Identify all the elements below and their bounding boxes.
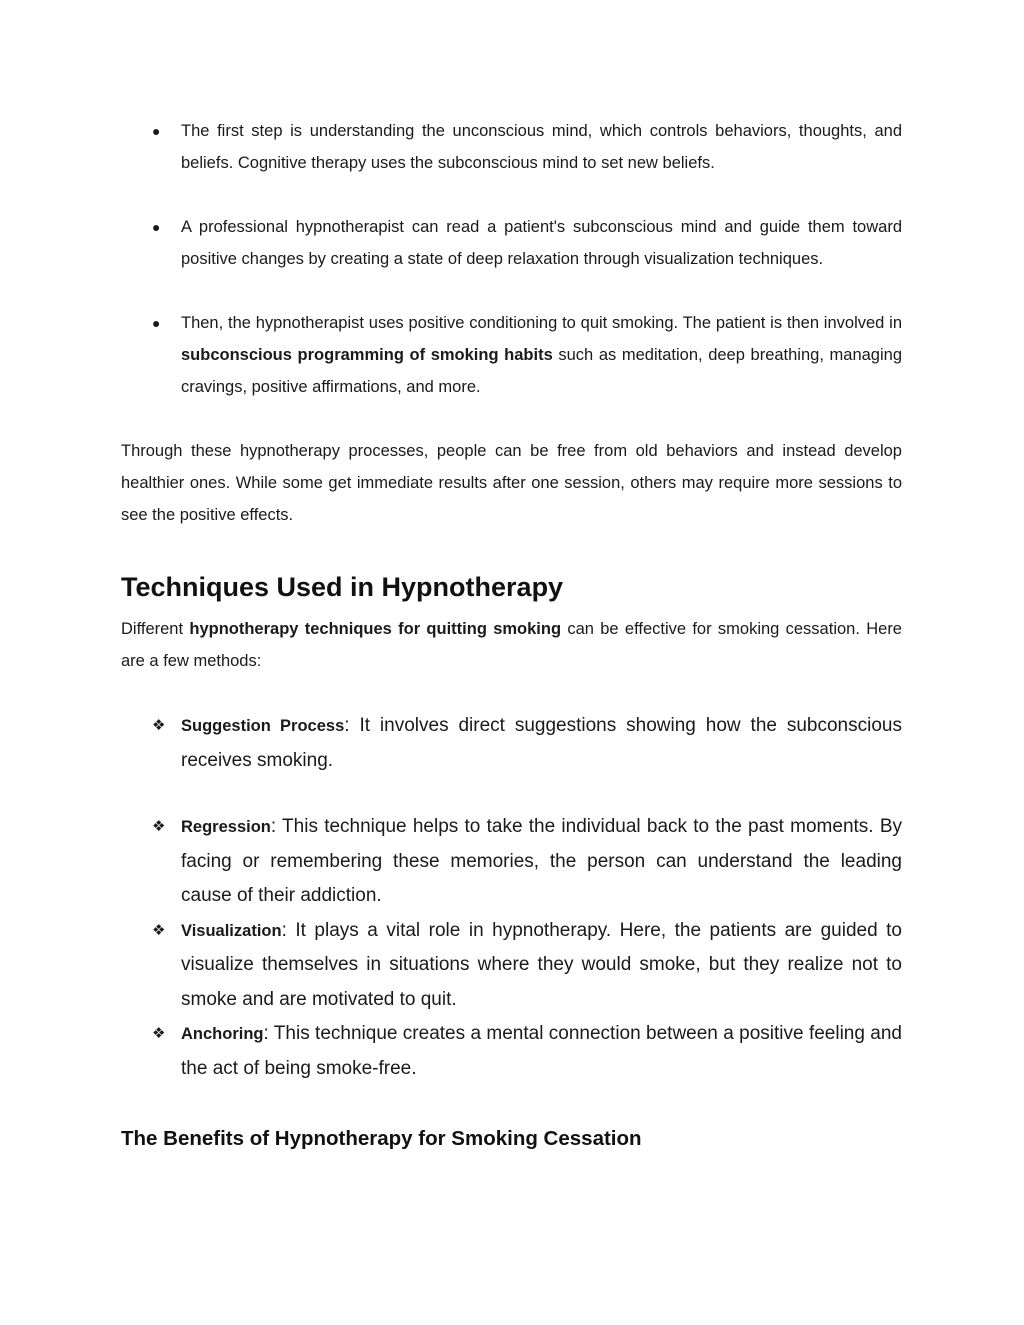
summary-paragraph: Through these hypnotherapy processes, people can be free from old behaviors and instead develop healthier ones. While some get immediate results after one session, others may require more sessions to see the positive effects. xyxy=(121,442,902,524)
bullet-dot-icon: ● xyxy=(152,123,161,139)
diamond-bullet-icon: ❖ xyxy=(152,717,166,734)
technique-item-visualization xyxy=(121,914,902,1018)
techniques-heading: Techniques Used in Hypnotherapy xyxy=(121,572,564,602)
bullet-text-before: Then, the hypnotherapist uses positive conditioning to quit smoking. The patient is then involved in xyxy=(181,314,902,332)
benefits-heading: The Benefits of Hypnotherapy for Smoking Cessation xyxy=(121,1127,642,1150)
technique-description: : It plays a vital role in hypnotherapy. Here, the patients are guided to visualize themselves in situations where they would smoke, but they realize not to smoke and are motivated to quit. xyxy=(181,919,902,1010)
list-item xyxy=(121,115,902,179)
technique-item-regression xyxy=(121,810,902,914)
intro-text-after: can be effective for smoking cessation. Here are a few methods: xyxy=(121,620,902,670)
technique-description: : This technique helps to take the individual back to the past moments. By facing or remembering these memories, the person can understand the leading cause of their addiction. xyxy=(181,816,902,906)
technique-item-anchoring xyxy=(121,1017,902,1086)
technique-term: Regression xyxy=(181,818,271,836)
diamond-bullet-icon: ❖ xyxy=(152,1025,166,1042)
technique-term: Visualization xyxy=(181,921,282,940)
technique-description: : This technique creates a mental connection between a positive feeling and the act of being smoke-free. xyxy=(181,1023,902,1079)
process-bullet-list xyxy=(121,115,902,403)
technique-description: : It involves direct suggestions showing how the subconscious receives smoking. xyxy=(181,715,902,771)
diamond-bullet-icon: ❖ xyxy=(152,818,166,835)
list-item xyxy=(121,211,902,275)
technique-item-suggestion xyxy=(121,709,902,778)
intro-text-before: Different xyxy=(121,620,190,638)
techniques-list xyxy=(121,709,902,1086)
diamond-bullet-icon: ❖ xyxy=(152,921,166,939)
bullet-dot-icon: ● xyxy=(152,315,161,331)
bullet-dot-icon: ● xyxy=(152,219,161,235)
techniques-intro xyxy=(121,613,902,677)
technique-term: Suggestion Process xyxy=(181,717,345,735)
bullet-text: The first step is understanding the unconscious mind, which controls behaviors, thoughts, and beliefs. Cognitive therapy uses the subconscious mind to set new beliefs. xyxy=(181,122,902,172)
technique-term: Anchoring xyxy=(181,1025,264,1043)
document-content xyxy=(121,115,902,1154)
bullet-text-after: such as meditation, deep breathing, managing cravings, positive affirmations, and more. xyxy=(181,346,902,396)
bullet-bold-phrase: subconscious programming of smoking habits xyxy=(181,346,553,364)
list-item xyxy=(121,307,902,403)
intro-bold-phrase: hypnotherapy techniques for quitting smoking xyxy=(189,620,562,638)
bullet-text: A professional hypnotherapist can read a patient's subconscious mind and guide them toward positive changes by creating a state of deep relaxation through visualization techniques. xyxy=(181,218,902,268)
